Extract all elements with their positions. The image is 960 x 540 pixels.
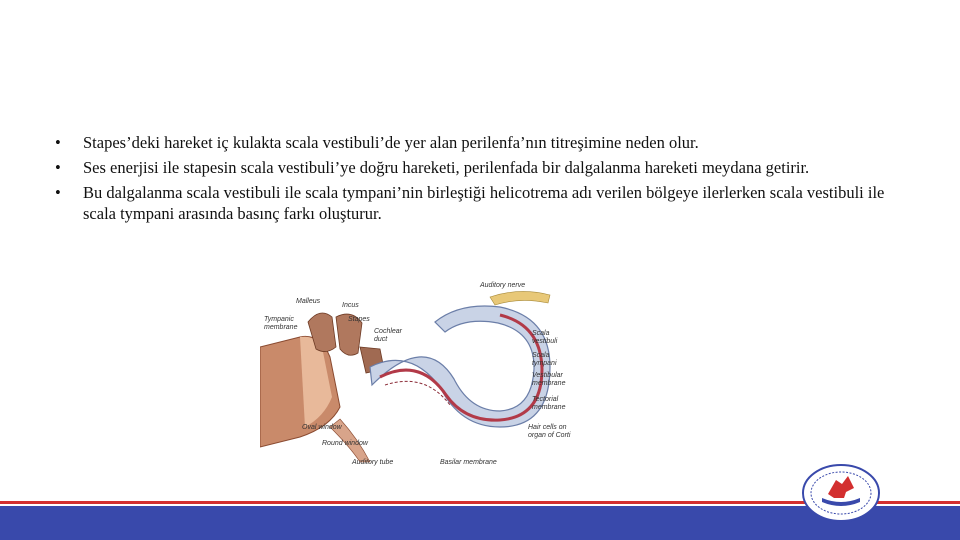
label-hair-cells-1: Hair cells on xyxy=(528,424,567,431)
label-scala-tympani-2: tympani xyxy=(532,360,557,367)
bullet-text: Stapes’deki hareket iç kulakta scala vestibuli’de yer alan perilenfa’nın titreşimine neden olur. xyxy=(83,133,699,152)
bullet-text: Ses enerjisi ile stapesin scala vestibuli’ye doğru hareketi, perilenfada bir dalgalanma hareketi meydana getirir. xyxy=(83,158,810,177)
bullet-item xyxy=(55,157,915,178)
label-tympanic-1: Tympanic xyxy=(264,316,294,323)
bullet-glyph: • xyxy=(55,158,61,177)
label-malleus: Malleus xyxy=(296,298,321,305)
bullet-text: Bu dalgalanma scala vestibuli ile scala tympani’nin birleştiği helicotrema adı verilen bölgeye ilerlerken scala vestibuli ile scala tympani arasında basınç farkı oluşturur. xyxy=(83,183,885,223)
label-auditory-tube: Auditory tube xyxy=(352,459,394,466)
label-vestibular-1: Vestibular xyxy=(532,372,563,379)
bullet-item xyxy=(55,182,915,224)
label-scala-tympani-1: Scala xyxy=(532,352,550,359)
label-oval-window: Oval window xyxy=(302,424,342,431)
auditory-nerve-shape xyxy=(490,291,550,305)
label-tectorial-1: Tectorial xyxy=(532,396,559,403)
label-scala-vestibuli-2: vestibuli xyxy=(532,338,558,345)
label-stapes: Stapes xyxy=(348,316,370,323)
ear-cochlea-diagram xyxy=(260,277,580,467)
university-logo xyxy=(800,462,882,524)
logo-seal-icon xyxy=(800,462,882,524)
label-tympanic-2: membrane xyxy=(264,324,298,331)
label-hair-cells-2: organ of Corti xyxy=(528,432,571,439)
label-incus: Incus xyxy=(342,302,359,309)
label-auditory-nerve: Auditory nerve xyxy=(480,282,526,289)
label-vestibular-2: membrane xyxy=(532,380,566,387)
label-basilar: Basilar membrane xyxy=(440,459,497,466)
bullet-list xyxy=(55,132,915,228)
label-cochlear-1: Cochlear xyxy=(374,328,403,335)
bullet-glyph: • xyxy=(55,133,61,152)
label-scala-vestibuli-1: Scala xyxy=(532,330,550,337)
ear-diagram-svg xyxy=(260,277,580,467)
bullet-item xyxy=(55,132,915,153)
label-round-window: Round window xyxy=(322,440,368,447)
bullet-glyph: • xyxy=(55,183,61,202)
label-cochlear-2: duct xyxy=(374,336,388,343)
label-tectorial-2: membrane xyxy=(532,404,566,411)
